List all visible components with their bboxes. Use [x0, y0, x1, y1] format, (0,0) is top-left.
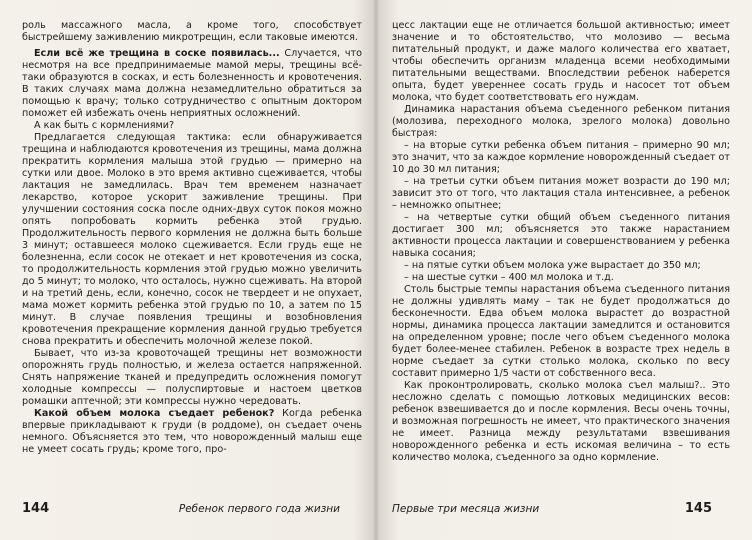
paragraph: Предлагается следующая тактика: если обнаруживается трещина и наблюдаются кровотечения из трещины, мама должна прекратить кормления малыша этой грудью — примерно на сутки или двое. Молоко в это время активно сцеживается, чтобы лактация не замедлилась. Врач тем временем назначает лекарство, которое ускорит заживление трещины. При улучшении состояния соска после одних-двух суток покоя можно опять попробовать кормить ребенка этой грудью. Продолжительность первого кормления не должна быть больше 3 минут; оставшееся молоко сцеживается. Если грудь еще не болезненна, если сосок не отекает и нет кровотечения из соска, то продолжительность кормления этой грудью можно увеличить до 5 минут; то молоко, что осталось, нужно сцеживать. На второй и на третий день, если, конечно, сосок не твердеет и не опухает, мама может кормить ребенка этой грудью по 10, а затем по 15 минут. В случае появления трещины и возобновления кровотечения прекращение кормления данной грудью требуется снова прекратить и обеспечить молочной железе покой.	[22, 132, 362, 347]
section-heading: Какой объем молока съедает ребенок?	[34, 408, 275, 419]
right-page-footer	[392, 501, 712, 516]
paragraph	[22, 48, 362, 120]
list-item: – на вторые сутки ребенка объем питания – примерно 90 мл; это значит, что за каждое кормление новорожденный съедает от 10 до 30 мл питания;	[392, 140, 730, 175]
page-number: 144	[22, 501, 50, 516]
paragraph: А как быть с кормлениями?	[34, 120, 175, 131]
paragraph-text: Случается, что несмотря на все предпринимаемые мамой меры, трещины всё-таки образуются в сосках, и есть болезненность и кровотечения. В таких случаях мама должна незамедлительно обратиться за помощью к врачу; только сотрудничество с опытным доктором поможет ей избежать очень неприятных осложнений.	[22, 48, 362, 119]
paragraph: Бывает, что из-за кровоточащей трещины нет возможности опорожнять грудь полностью, и железа остается напряженной. Снять напряжение тканей и предупредить осложнения помогут холодные компрессы — полуспиртовые и настоем цветков ромашки аптечной; эти компрессы нужно чередовать.	[22, 348, 362, 407]
paragraph: Динамика нарастания объема съеденного ребенком питания (молозива, переходного молока, зрелого молока) довольно быстрая:	[392, 104, 730, 139]
list-item: – на четвертые сутки общий объем съеденного питания достигает 300 мл; объясняется это также нарастанием активности процесса лактации и совершенствованием у ребенка навыка сосания;	[392, 212, 730, 259]
paragraph-text: Когда ребенка впервые прикладывают к груди (в роддоме), он съедает очень немного. Объясняется это тем, что новорожденный малыш еще не умеет сосать грудь; кроме того, про-	[22, 408, 362, 455]
left-page-footer	[22, 501, 340, 516]
running-title: Ребенок первого года жизни	[178, 503, 340, 515]
paragraph: роль массажного масла, а кроме того, способствует быстрейшему заживлению микротрещин, если таковые имеются.	[22, 20, 362, 43]
page-number: 145	[684, 501, 712, 516]
list-item: – на пятые сутки объем молока уже вырастает до 350 мл;	[404, 260, 701, 271]
list-item: – на шестые сутки – 400 мл молока и т.д.	[404, 272, 614, 283]
paragraph: Столь быстрые темпы нарастания объема съеденного питания не должны удивлять маму – так не будет продолжаться до бесконечности. Едва объем молока вырастет до возрастной нормы, динамика процесса лактации замедлится и остановится на определенном уровне; после чего объем съеденного молока будет более-менее стабилен. Ребенок в возрасте трех недель в норме съедает за сутки столько молока, сколько по весу составит примерно 1/5 части от собственного веса.	[392, 284, 730, 379]
list-item: – на третьи сутки объем питания может возрасти до 190 мл; зависит это от того, что лактация стала интенсивнее, а ребенок – немножко опытнее;	[392, 176, 730, 211]
paragraph: Как проконтролировать, сколько молока съел малыш?.. Это несложно сделать с помощью лотковых медицинских весов: ребенок взвешивается до и после кормления. Весы очень точны, и возможная погрешность не имеет, что практического значения не имеет. Разница между результатами взвешивания новорожденного ребенка и есть искомая величина – то есть количество молока, съеденного за одно кормление.	[392, 380, 730, 463]
right-page-body	[392, 20, 730, 488]
left-page-body	[22, 20, 362, 488]
running-title: Первые три месяца жизни	[392, 503, 540, 515]
paragraph	[22, 408, 362, 456]
section-heading: Если всё же трещина в соске появилась...	[34, 48, 280, 59]
right-page	[376, 0, 752, 540]
paragraph: цесс лактации еще не отличается большой активностью; имеет значение и то обстоятельство, что молозиво — весьма питательный продукт, и даже малого количества его хватает, чтобы обеспечить организм младенца всеми необходимыми питательными веществами. Впоследствии ребенок наберется опыта, будет увереннее сосать грудь и насосет тот объем молока, что будет соответствовать его нуждам.	[392, 20, 730, 103]
